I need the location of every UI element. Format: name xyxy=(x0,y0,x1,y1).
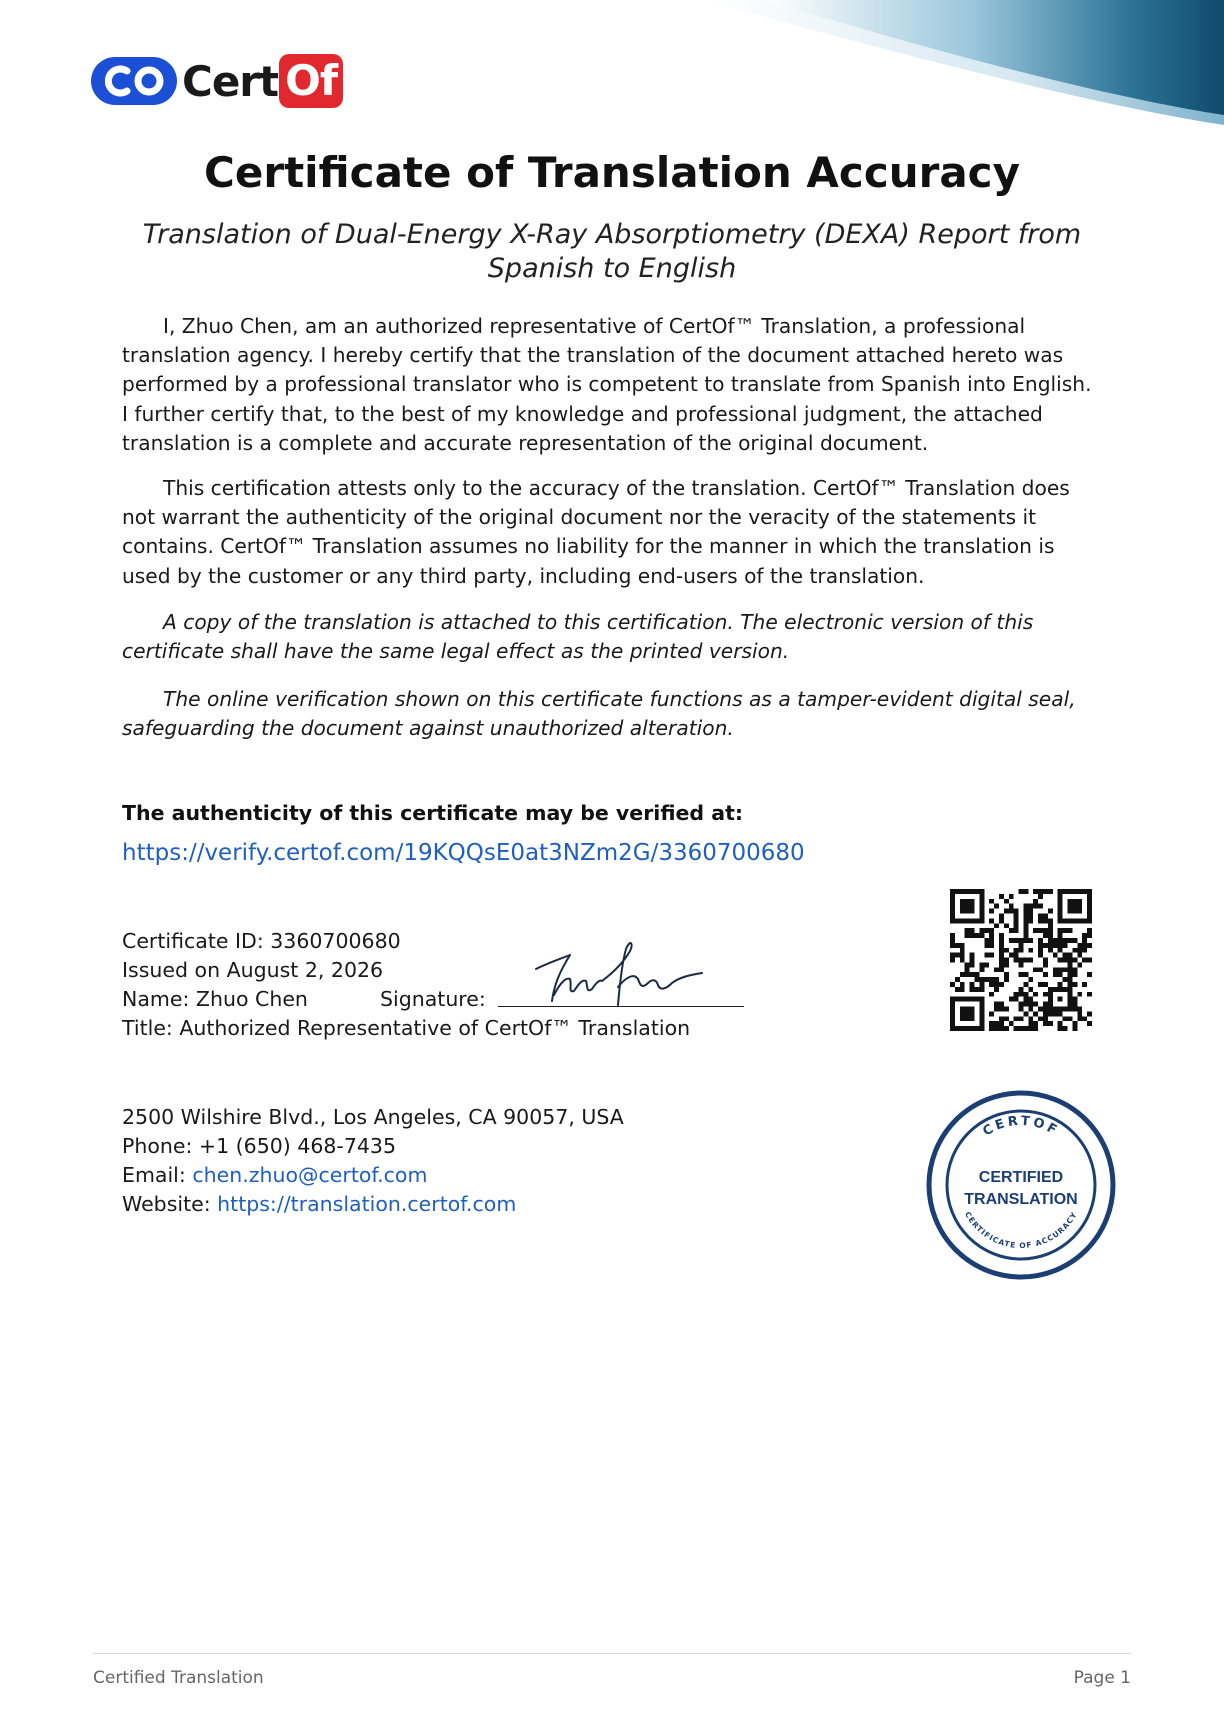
page-subtitle: Translation of Dual-Energy X-Ray Absorptiometry (DEXA) Report from Spanish to English xyxy=(142,219,1082,284)
qr-code-icon[interactable] xyxy=(950,889,1092,1031)
website-label: Website: xyxy=(122,1192,211,1216)
logo-mark-icon xyxy=(90,56,178,106)
signer-title: Title: Authorized Representative of CertOf™ Translation xyxy=(122,1016,691,1040)
signer-name: Zhuo Chen xyxy=(195,987,308,1011)
phone: Phone: +1 (650) 468-7435 xyxy=(122,1134,396,1158)
footer-divider xyxy=(93,1653,1131,1654)
verification-link[interactable]: https://verify.certof.com/19KQQsE0at3NZm2G/3360700680 xyxy=(122,840,805,866)
handwritten-signature xyxy=(530,935,710,1013)
name-label: Name: xyxy=(122,987,190,1011)
issue-date: Issued on August 2, 2026 xyxy=(122,958,384,982)
email-row xyxy=(122,1161,427,1190)
verification-note-paragraph: The online verification shown on this certificate functions as a tamper-evident digital seal, safeguarding the document against unauthorized alteration. xyxy=(122,687,1076,741)
seal-top-text: CERTOF xyxy=(980,1113,1062,1140)
seal-center-line1: CERTIFIED xyxy=(978,1169,1064,1186)
certified-translation-seal xyxy=(926,1090,1116,1280)
seal-bottom-text: CERTIFICATE OF ACCURACY xyxy=(963,1210,1079,1251)
disclaimer-paragraph: This certification attests only to the accuracy of the translation. CertOf™ Translation does not warrant the authenticity of the original document nor the veracity of the statements it contains. CertOf™ Translation assumes no liability for the manner in which the translation is used by the customer or any third party, including end-users of the translation. xyxy=(122,476,1070,588)
certificate-id: Certificate ID: 3360700680 xyxy=(122,929,401,953)
website-link[interactable]: https://translation.certof.com xyxy=(217,1192,517,1216)
verification-label: The authenticity of this certificate may be verified at: xyxy=(122,801,744,825)
logo-wordmark: Cert Of xyxy=(182,54,343,108)
email-label: Email: xyxy=(122,1163,186,1187)
address: 2500 Wilshire Blvd., Los Angeles, CA 90057, USA xyxy=(122,1105,624,1129)
page-number: Page 1 xyxy=(1073,1668,1131,1688)
corner-decoration xyxy=(704,0,1224,125)
seal-center-line2: TRANSLATION xyxy=(964,1191,1078,1208)
website-row xyxy=(122,1190,516,1219)
signature-line xyxy=(498,1006,744,1007)
page-title: Certificate of Translation Accuracy xyxy=(204,148,1020,197)
email-link[interactable]: chen.zhuo@certof.com xyxy=(192,1163,428,1187)
signature-label: Signature: xyxy=(380,987,486,1011)
attachment-paragraph: A copy of the translation is attached to this certification. The electronic version of this certificate shall have the same legal effect as the printed version. xyxy=(122,610,1034,664)
signer-name-row xyxy=(122,985,308,1014)
certof-logo xyxy=(90,52,343,110)
footer-label: Certified Translation xyxy=(93,1668,264,1688)
certification-paragraph: I, Zhuo Chen, am an authorized representative of CertOf™ Translation, a professional translation agency. I hereby certify that the translation of the document attached hereto was performed by a professional translator who is competent to translate from Spanish into English. I further certify that, to the best of my knowledge and professional judgment, the attached translation is a complete and accurate representation of the original document. xyxy=(122,314,1092,455)
